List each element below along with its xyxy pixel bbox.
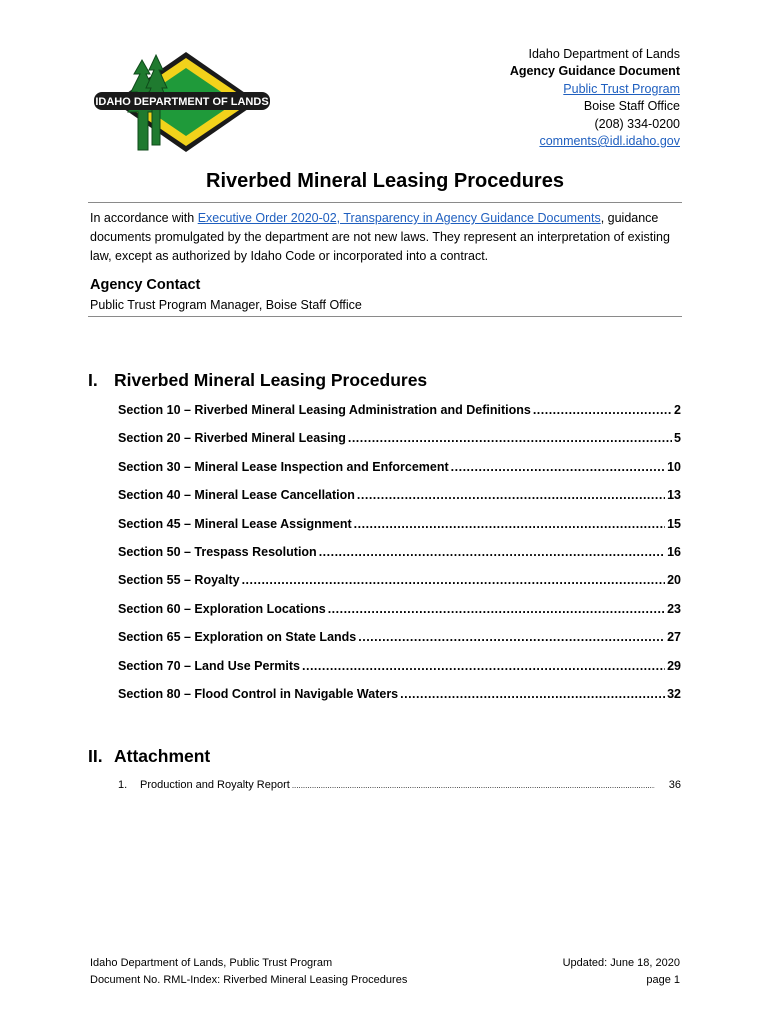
toc-entry-page: 2 bbox=[674, 403, 681, 417]
toc-entry[interactable] bbox=[118, 545, 681, 573]
toc-entry-title: Section 65 – Exploration on State Lands bbox=[118, 630, 357, 645]
toc-entry[interactable] bbox=[118, 687, 681, 715]
toc-entry-title: Section 55 – Royalty bbox=[118, 573, 240, 588]
program-link[interactable]: Public Trust Program bbox=[563, 81, 680, 96]
contact-text: Public Trust Program Manager, Boise Staff Office bbox=[90, 298, 362, 312]
toc-entry-title: Section 60 – Exploration Locations bbox=[118, 601, 326, 616]
footer-document-number: Document No. RML-Index: Riverbed Mineral Leasing Procedures bbox=[90, 974, 408, 986]
toc-entry-title: Section 40 – Mineral Lease Cancellation bbox=[118, 488, 355, 503]
toc-list bbox=[118, 403, 681, 715]
header-block bbox=[510, 46, 680, 150]
section-heading bbox=[88, 370, 427, 391]
attachment-entry[interactable] bbox=[118, 779, 681, 791]
toc-entry-page: 5 bbox=[674, 431, 681, 446]
section-title: Riverbed Mineral Leasing Procedures bbox=[114, 370, 428, 390]
footer-program: Idaho Department of Lands, Public Trust Program bbox=[90, 957, 333, 969]
attachment-title: Production and Royalty Report bbox=[140, 779, 290, 791]
section-title: Attachment bbox=[114, 746, 211, 766]
toc-entry-page: 16 bbox=[667, 544, 681, 559]
toc-entry[interactable] bbox=[118, 630, 681, 658]
toc-entry-title: Section 70 – Land Use Permits bbox=[118, 658, 301, 673]
toc-entry-page: 27 bbox=[667, 630, 681, 645]
toc-leader bbox=[400, 687, 665, 701]
agency-logo bbox=[90, 50, 275, 155]
email-link[interactable]: comments@idl.idaho.gov bbox=[539, 134, 680, 149]
contact-heading: Agency Contact bbox=[90, 277, 201, 293]
attachment-heading bbox=[88, 746, 210, 767]
header-org: Idaho Department of Lands bbox=[528, 47, 680, 61]
toc-entry-page: 23 bbox=[667, 601, 681, 616]
section-number: I. bbox=[88, 370, 98, 390]
toc-entry[interactable] bbox=[118, 517, 681, 545]
toc-entry[interactable] bbox=[118, 488, 681, 516]
footer-left bbox=[90, 955, 407, 989]
attachment-page: 36 bbox=[668, 779, 681, 791]
toc-leader bbox=[319, 545, 665, 559]
toc-leader bbox=[302, 659, 665, 673]
toc-leader bbox=[354, 517, 665, 531]
header-office: Boise Staff Office bbox=[583, 99, 680, 114]
toc-entry-page: 10 bbox=[667, 459, 681, 474]
footer-page-number: page 1 bbox=[646, 974, 680, 986]
toc-entry[interactable] bbox=[118, 573, 681, 601]
toc-entry-title: Section 80 – Flood Control in Navigable Waters bbox=[118, 686, 399, 701]
toc-leader bbox=[358, 630, 665, 644]
toc-entry-page: 20 bbox=[667, 573, 681, 588]
toc-entry[interactable] bbox=[118, 431, 681, 459]
attachment-number: 1. bbox=[118, 779, 128, 791]
toc-entry-page: 32 bbox=[667, 686, 681, 701]
title-divider bbox=[88, 202, 682, 203]
toc-entry[interactable] bbox=[118, 403, 681, 431]
contact-divider bbox=[88, 316, 682, 317]
toc-leader bbox=[348, 431, 672, 445]
footer-updated: Updated: June 18, 2020 bbox=[562, 957, 680, 969]
toc-entry-page: 29 bbox=[667, 658, 681, 673]
executive-order-link[interactable]: Executive Order 2020-02, Transparency in Agency Guidance Documents bbox=[197, 211, 601, 225]
section-number: II. bbox=[88, 746, 103, 766]
intro-text-after: , guidance documents promulgated by the department are not new laws. They represent an interpretation of existing law, except as authorized by Idaho Code or incorporated into a contract. bbox=[90, 211, 670, 263]
toc-entry-page: 15 bbox=[667, 516, 681, 531]
toc-leader bbox=[533, 403, 672, 417]
toc-entry-title: Section 10 – Riverbed Mineral Leasing Administration and Definitions bbox=[118, 403, 531, 417]
toc-entry-page: 13 bbox=[667, 488, 681, 503]
toc-entry[interactable] bbox=[118, 659, 681, 687]
header-doc-type: Agency Guidance Document bbox=[509, 64, 680, 79]
toc-entry-title: Section 45 – Mineral Lease Assignment bbox=[118, 516, 352, 531]
intro-text-before: In accordance with bbox=[90, 211, 198, 225]
attachment-leader bbox=[292, 779, 655, 791]
page-title: Riverbed Mineral Leasing Procedures bbox=[206, 170, 564, 192]
toc-leader bbox=[451, 460, 665, 474]
toc-leader bbox=[242, 573, 666, 587]
intro-paragraph bbox=[90, 209, 680, 266]
footer-right bbox=[563, 955, 680, 989]
header-phone: (208) 334-0200 bbox=[594, 116, 680, 131]
toc-entry-title: Section 30 – Mineral Lease Inspection and Enforcement bbox=[118, 459, 449, 474]
toc-leader bbox=[328, 602, 665, 616]
toc-leader bbox=[357, 488, 665, 502]
toc-entry-title: Section 20 – Riverbed Mineral Leasing bbox=[118, 431, 346, 446]
toc-entry[interactable] bbox=[118, 602, 681, 630]
toc-entry-title: Section 50 – Trespass Resolution bbox=[118, 544, 317, 559]
logo-text: IDAHO DEPARTMENT OF LANDS bbox=[95, 96, 269, 108]
toc-entry[interactable] bbox=[118, 460, 681, 488]
